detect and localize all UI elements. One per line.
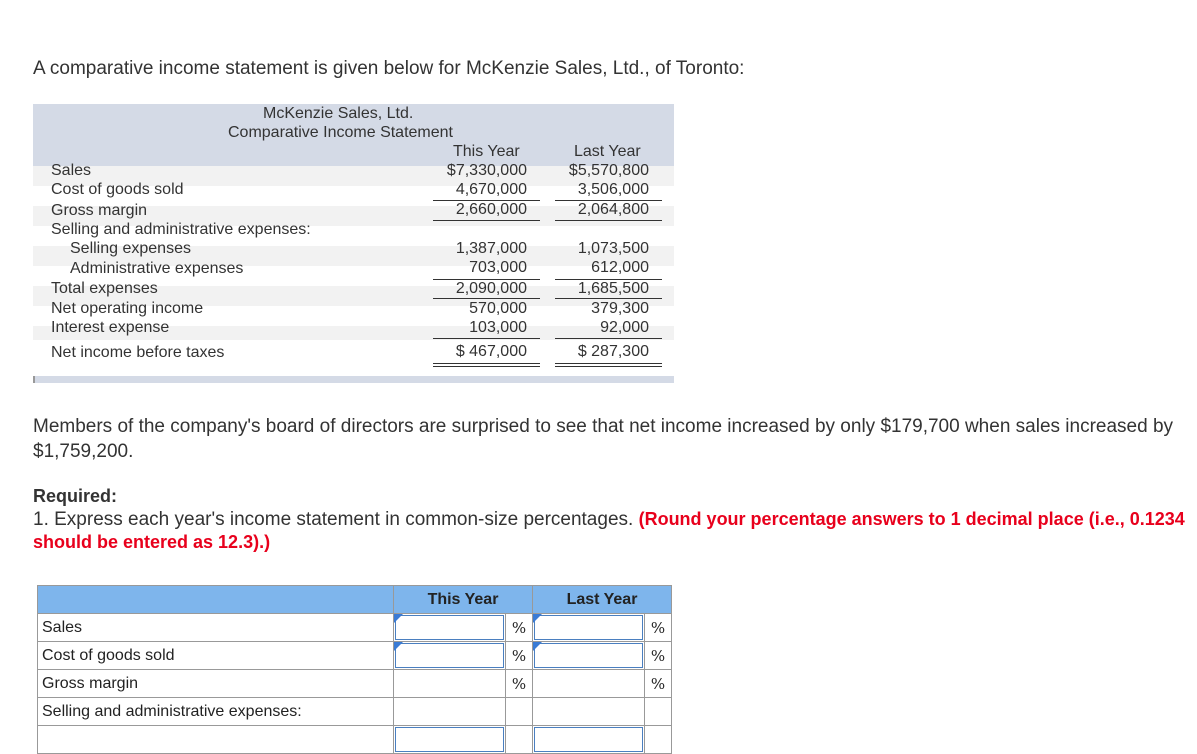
input-marker-icon — [394, 614, 403, 623]
double-underline — [433, 366, 540, 367]
row-label: Net income before taxes — [51, 344, 225, 361]
row-label: Total expenses — [51, 280, 158, 297]
table-row — [38, 670, 672, 698]
board-paragraph: Members of the company's board of directors are surprised to see that net income increased by only $179,700 when sales increased by $1,759,200. — [33, 416, 1174, 462]
rounding-note: (Round your percentage answers to 1 decimal place (i.e., 0.1234 should be entered as 12.3).) — [33, 509, 1185, 552]
header-blank — [38, 586, 394, 614]
underline — [555, 338, 662, 339]
percent-sign: % — [645, 670, 672, 698]
underline — [433, 220, 540, 221]
next-this-year-input[interactable] — [395, 727, 504, 752]
empty-cell — [506, 698, 533, 726]
next-this-year-cell — [394, 726, 506, 754]
company-name: McKenzie Sales, Ltd. — [263, 105, 414, 122]
gross-margin-this-year-cell — [394, 670, 506, 698]
row-label: Selling and administrative expenses: — [51, 221, 311, 238]
statement-scrollbar[interactable] — [33, 376, 674, 383]
cogs-this-year-input[interactable] — [395, 643, 504, 668]
empty-cell — [506, 726, 533, 754]
row-label: Cost of goods sold — [38, 642, 394, 670]
sales-this-year-cell — [394, 614, 506, 642]
row-last: 612,000 — [591, 259, 649, 276]
input-marker-icon — [394, 642, 403, 651]
row-this: 703,000 — [469, 259, 527, 276]
col-this-year: This Year — [453, 143, 520, 160]
underline — [433, 338, 540, 339]
row-label: Cost of goods sold — [51, 181, 184, 198]
percent-sign: % — [645, 614, 672, 642]
header-this-year: This Year — [394, 586, 533, 614]
underline — [433, 298, 540, 299]
row-last: $5,570,800 — [568, 162, 649, 179]
row-this: 1,387,000 — [455, 240, 527, 257]
row-label: Interest expense — [51, 319, 170, 336]
row-last: $ 287,300 — [577, 343, 649, 360]
gross-margin-last-year-cell — [533, 670, 645, 698]
row-last: 1,685,500 — [577, 280, 649, 297]
underline — [555, 298, 662, 299]
row-label: Net operating income — [51, 300, 204, 317]
empty-cell — [533, 698, 645, 726]
row-this: 103,000 — [469, 319, 527, 336]
row-last: 92,000 — [600, 319, 649, 336]
row-label: Sales — [38, 614, 394, 642]
row-this: $ 467,000 — [455, 343, 527, 360]
cogs-last-year-input[interactable] — [534, 643, 643, 668]
row-this: 2,090,000 — [455, 280, 527, 297]
row-label: Gross margin — [51, 202, 148, 219]
row-last: 379,300 — [591, 300, 649, 317]
underline — [555, 220, 662, 221]
table-row — [38, 698, 672, 726]
col-last-year: Last Year — [574, 143, 641, 160]
row-this: 2,660,000 — [455, 201, 527, 218]
empty-cell — [645, 726, 672, 754]
double-underline — [555, 366, 662, 367]
percent-sign: % — [506, 614, 533, 642]
header-last-year: Last Year — [533, 586, 672, 614]
input-marker-icon — [533, 614, 542, 623]
empty-cell — [645, 698, 672, 726]
next-last-year-cell — [533, 726, 645, 754]
income-statement — [33, 104, 674, 373]
row-label: Administrative expenses — [70, 260, 244, 277]
required-heading: Required: — [33, 486, 118, 506]
row-this: $7,330,000 — [446, 162, 527, 179]
row-this: 570,000 — [469, 300, 527, 317]
double-underline — [555, 363, 662, 364]
percent-sign: % — [645, 642, 672, 670]
sales-last-year-input[interactable] — [534, 615, 643, 640]
cogs-last-year-cell — [533, 642, 645, 670]
row-label: Sales — [51, 162, 92, 179]
table-row — [38, 642, 672, 670]
required-text: 1. Express each year's income statement in common-size percentages. — [33, 509, 634, 530]
table-row — [38, 614, 672, 642]
double-underline — [433, 363, 540, 364]
required-instruction — [33, 508, 1193, 554]
row-last: 2,064,800 — [577, 201, 649, 218]
row-label: Gross margin — [38, 670, 394, 698]
statement-title: Comparative Income Statement — [228, 124, 453, 141]
answer-header-row — [38, 586, 672, 614]
sales-this-year-input[interactable] — [395, 615, 504, 640]
row-label — [38, 726, 394, 754]
next-last-year-input[interactable] — [534, 727, 643, 752]
row-this: 4,670,000 — [455, 181, 527, 198]
row-label: Selling expenses — [70, 240, 191, 257]
row-label: Selling and administrative expenses: — [38, 698, 394, 726]
input-marker-icon — [533, 642, 542, 651]
percent-sign: % — [506, 642, 533, 670]
intro-text: A comparative income statement is given below for McKenzie Sales, Ltd., of Toronto: — [33, 58, 745, 79]
percent-sign: % — [506, 670, 533, 698]
cogs-this-year-cell — [394, 642, 506, 670]
row-last: 3,506,000 — [577, 181, 649, 198]
table-row — [38, 726, 672, 754]
answer-table — [37, 585, 672, 754]
row-last: 1,073,500 — [577, 240, 649, 257]
sales-last-year-cell — [533, 614, 645, 642]
empty-cell — [394, 698, 506, 726]
